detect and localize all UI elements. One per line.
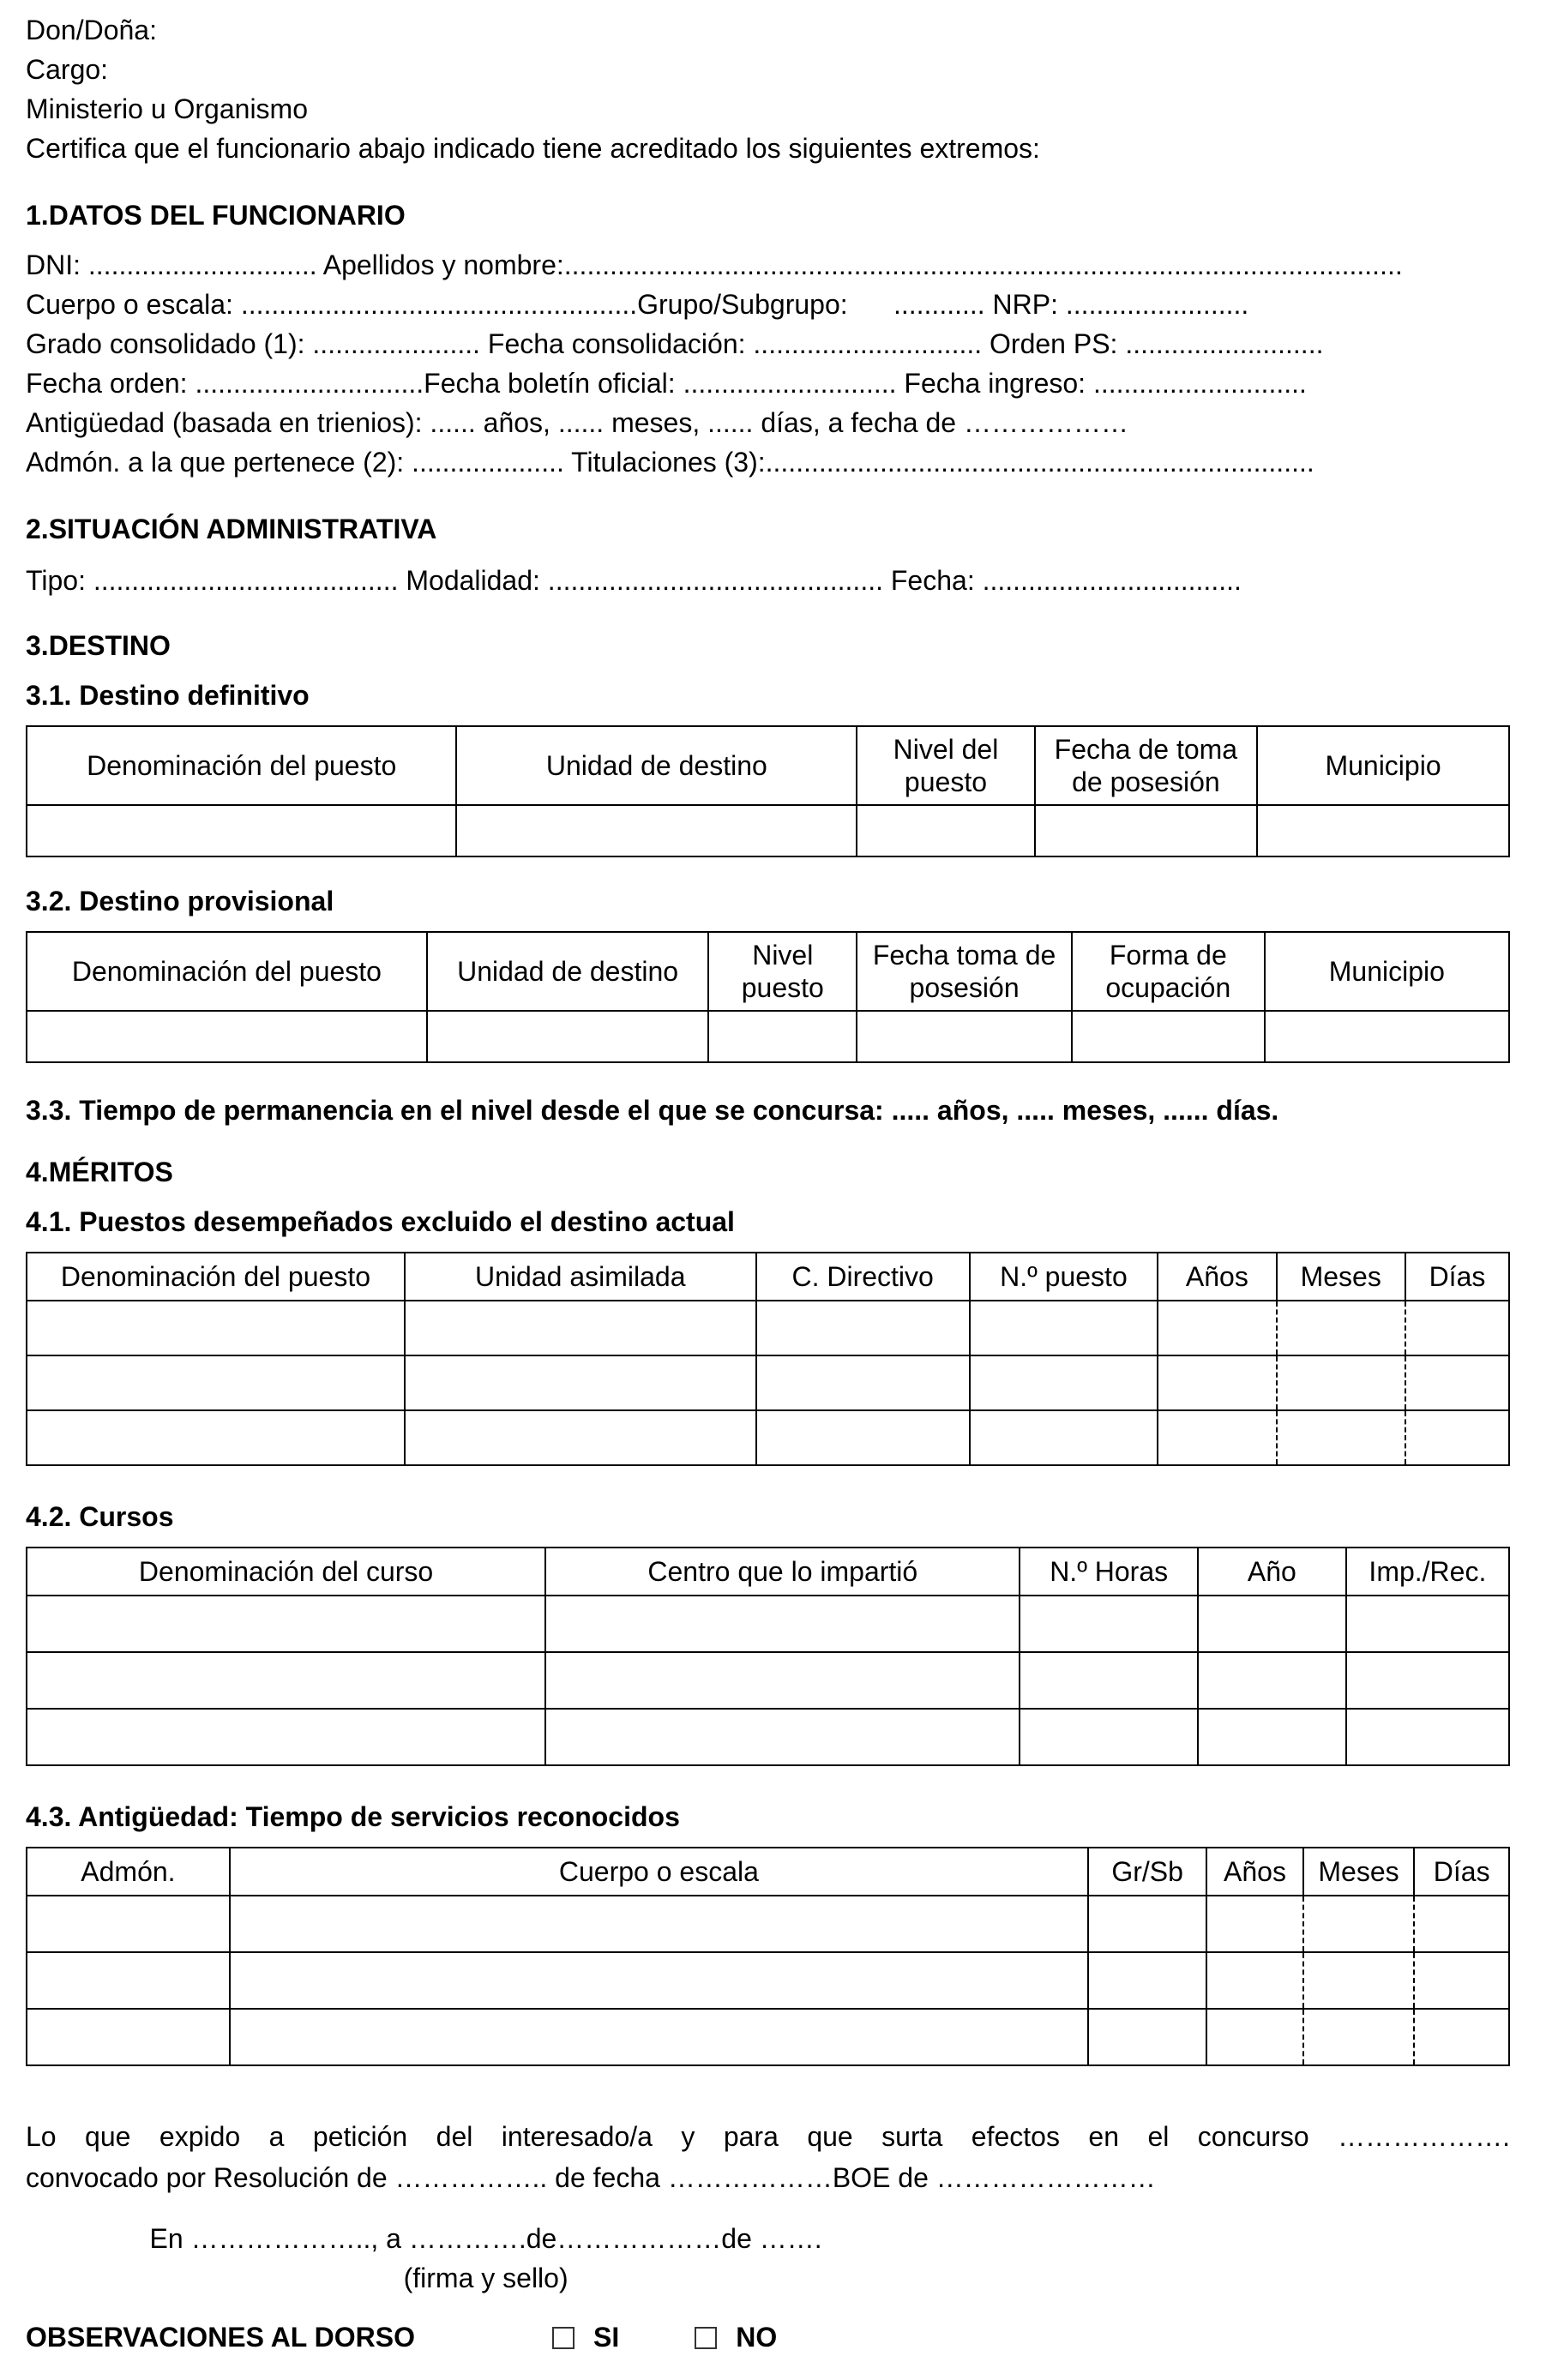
empty-cell[interactable]: [545, 1596, 1020, 1652]
empty-cell[interactable]: [456, 805, 857, 856]
column-header: Años: [1158, 1253, 1276, 1301]
table-row: [27, 1896, 1509, 1952]
table-row: [27, 1596, 1509, 1652]
empty-cell[interactable]: [1088, 1896, 1206, 1952]
column-header: Denominación del puesto: [27, 932, 427, 1011]
empty-cell[interactable]: [27, 1952, 230, 2009]
destino-definitivo-table: [26, 725, 1510, 857]
expido-line-1: Lo que expido a petición del interesado/a y para que surta efectos en el concurso ……………….: [26, 2121, 1510, 2152]
observaciones-row: [26, 2322, 1510, 2353]
signature-block: [26, 2219, 946, 2298]
column-header: Año: [1198, 1548, 1346, 1596]
empty-cell[interactable]: [708, 1011, 857, 1062]
empty-cell[interactable]: [1072, 1011, 1265, 1062]
empty-cell[interactable]: [1020, 1596, 1197, 1652]
column-header: Denominación del curso: [27, 1548, 545, 1596]
empty-cell[interactable]: [230, 1952, 1088, 2009]
header-row: [27, 1253, 1509, 1301]
empty-cell[interactable]: [1158, 1301, 1276, 1355]
empty-cell[interactable]: [27, 2009, 230, 2065]
column-header: Imp./Rec.: [1346, 1548, 1509, 1596]
ministerio-line: Ministerio u Organismo: [26, 93, 308, 124]
empty-cell[interactable]: [27, 1709, 545, 1765]
empty-cell[interactable]: [1257, 805, 1509, 856]
expido-paragraph: [26, 2116, 1510, 2198]
column-header: C. Directivo: [756, 1253, 970, 1301]
empty-cell[interactable]: [230, 2009, 1088, 2065]
expido-line-2: convocado por Resolución de …………….. de fecha ………………BOE de ……………………: [26, 2162, 1156, 2193]
empty-cell[interactable]: [545, 1709, 1020, 1765]
empty-cell[interactable]: [1277, 1301, 1405, 1355]
section-1-title: 1.DATOS DEL FUNCIONARIO: [26, 200, 406, 231]
empty-cell[interactable]: [1277, 1355, 1405, 1410]
table-row: [27, 1355, 1509, 1410]
empty-cell[interactable]: [1198, 1709, 1346, 1765]
section-4-title: 4.MÉRITOS: [26, 1157, 173, 1187]
certificate-form: [26, 10, 1510, 2353]
column-header: N.º Horas: [1020, 1548, 1197, 1596]
empty-cell[interactable]: [756, 1410, 970, 1465]
empty-cell[interactable]: [1346, 1709, 1509, 1765]
firma-sello-line: (firma y sello): [403, 2263, 568, 2293]
header-row: [27, 932, 1509, 1011]
column-header: Forma de ocupación: [1072, 932, 1265, 1011]
tipo-modalidad-fecha-line: Tipo: ........................................ Modalidad: ............................................ Fecha: ..................................: [26, 565, 1242, 596]
antiguedad-line: Antigüedad (basada en trienios): ...... años, ...... meses, ...... días, a fecha de ………………: [26, 407, 1128, 438]
empty-cell[interactable]: [1088, 1952, 1206, 2009]
empty-cell[interactable]: [1346, 1596, 1509, 1652]
empty-cell[interactable]: [1035, 805, 1257, 856]
empty-cell[interactable]: [1414, 1952, 1509, 2009]
table-row: [27, 1652, 1509, 1709]
empty-cell[interactable]: [857, 1011, 1072, 1062]
empty-cell[interactable]: [405, 1410, 756, 1465]
column-header: Días: [1405, 1253, 1509, 1301]
column-header: Meses: [1303, 1848, 1415, 1896]
empty-cell[interactable]: [1346, 1652, 1509, 1709]
empty-cell[interactable]: [1206, 1896, 1302, 1952]
si-label: SI: [593, 2322, 620, 2353]
cursos-table: [26, 1547, 1510, 1766]
empty-cell[interactable]: [1265, 1011, 1509, 1062]
empty-cell[interactable]: [1414, 1896, 1509, 1952]
empty-cell[interactable]: [1020, 1652, 1197, 1709]
table-row: [27, 2009, 1509, 2065]
empty-cell[interactable]: [857, 805, 1034, 856]
column-header: Denominación del puesto: [27, 1253, 405, 1301]
table-row: [27, 805, 1509, 856]
section-3-2-title: 3.2. Destino provisional: [26, 886, 334, 917]
header-row: [27, 1548, 1509, 1596]
puestos-desempenados-table: [26, 1252, 1510, 1466]
destino-provisional-table: [26, 931, 1510, 1063]
section-2-title: 2.SITUACIÓN ADMINISTRATIVA: [26, 514, 437, 544]
column-header: Centro que lo impartió: [545, 1548, 1020, 1596]
table-row: [27, 1301, 1509, 1355]
empty-cell[interactable]: [27, 1301, 405, 1355]
column-header: Meses: [1277, 1253, 1405, 1301]
fecha-orden-line: Fecha orden: ..............................Fecha boletín oficial: ............................ Fecha ingreso: ............................: [26, 368, 1307, 399]
dni-line: DNI: .............................. Apellidos y nombre:..............................................................................................................: [26, 249, 1403, 280]
empty-cell[interactable]: [756, 1301, 970, 1355]
empty-cell[interactable]: [427, 1011, 709, 1062]
section-3-title: 3.DESTINO: [26, 630, 171, 661]
grado-consolidado-line: Grado consolidado (1): ...................... Fecha consolidación: .............................. Orden PS: ..........................: [26, 328, 1324, 359]
column-header: Admón.: [27, 1848, 230, 1896]
column-header: Años: [1206, 1848, 1302, 1896]
empty-cell[interactable]: [1414, 2009, 1509, 2065]
empty-cell[interactable]: [1277, 1410, 1405, 1465]
empty-cell[interactable]: [1206, 2009, 1302, 2065]
empty-cell[interactable]: [970, 1301, 1158, 1355]
no-label: NO: [736, 2322, 778, 2353]
empty-cell[interactable]: [1405, 1355, 1509, 1410]
column-header: Fecha toma de posesión: [857, 932, 1072, 1011]
empty-cell[interactable]: [1198, 1652, 1346, 1709]
empty-cell[interactable]: [1405, 1410, 1509, 1465]
column-header: Fecha de toma de posesión: [1035, 726, 1257, 805]
column-header: Unidad asimilada: [405, 1253, 756, 1301]
empty-cell[interactable]: [1206, 1952, 1302, 2009]
table-row: [27, 1952, 1509, 2009]
empty-cell[interactable]: [27, 1896, 230, 1952]
section-4-2-title: 4.2. Cursos: [26, 1501, 174, 1532]
column-header: Unidad de destino: [427, 932, 709, 1011]
section-3-1-title: 3.1. Destino definitivo: [26, 680, 310, 711]
header-row: [27, 726, 1509, 805]
header-row: [27, 1848, 1509, 1896]
empty-cell[interactable]: [1303, 2009, 1415, 2065]
empty-cell[interactable]: [27, 1011, 427, 1062]
column-header: Denominación del puesto: [27, 726, 456, 805]
table-row: [27, 1410, 1509, 1465]
empty-cell[interactable]: [756, 1355, 970, 1410]
checkbox-si[interactable]: [552, 2327, 574, 2349]
column-header: Gr/Sb: [1088, 1848, 1206, 1896]
empty-cell[interactable]: [230, 1896, 1088, 1952]
column-header: Cuerpo o escala: [230, 1848, 1088, 1896]
certifica-line: Certifica que el funcionario abajo indicado tiene acreditado los siguientes extremos:: [26, 133, 1040, 164]
don-dona-line: Don/Doña:: [26, 15, 157, 45]
section-1-fields: [26, 245, 1510, 482]
column-header: Nivel puesto: [708, 932, 857, 1011]
lugar-fecha-line: En ……………….., a ………….de………………de …….: [149, 2223, 822, 2254]
empty-cell[interactable]: [27, 1652, 545, 1709]
empty-cell[interactable]: [545, 1652, 1020, 1709]
empty-cell[interactable]: [1198, 1596, 1346, 1652]
empty-cell[interactable]: [405, 1355, 756, 1410]
column-header: Nivel del puesto: [857, 726, 1034, 805]
empty-cell[interactable]: [27, 1410, 405, 1465]
cuerpo-escala-line: Cuerpo o escala: ....................................................Grupo/Subgrupo: ............ NRP: ........................: [26, 289, 1249, 320]
empty-cell[interactable]: [1303, 1952, 1415, 2009]
empty-cell[interactable]: [1020, 1709, 1197, 1765]
section-4-1-title: 4.1. Puestos desempeñados excluido el destino actual: [26, 1206, 735, 1237]
column-header: Municipio: [1265, 932, 1509, 1011]
column-header: Municipio: [1257, 726, 1509, 805]
empty-cell[interactable]: [970, 1355, 1158, 1410]
column-header: Unidad de destino: [456, 726, 857, 805]
table-row: [27, 1709, 1509, 1765]
empty-cell[interactable]: [1088, 2009, 1206, 2065]
observaciones-label: OBSERVACIONES AL DORSO: [26, 2322, 415, 2353]
checkbox-no[interactable]: [695, 2327, 717, 2349]
empty-cell[interactable]: [1405, 1301, 1509, 1355]
section-3-3-line: 3.3. Tiempo de permanencia en el nivel desde el que se concursa: ..... años, ..... meses, ...... días.: [26, 1095, 1279, 1126]
column-header: N.º puesto: [970, 1253, 1158, 1301]
empty-cell[interactable]: [1158, 1410, 1276, 1465]
column-header: Días: [1414, 1848, 1509, 1896]
table-row: [27, 1011, 1509, 1062]
empty-cell[interactable]: [405, 1301, 756, 1355]
empty-cell[interactable]: [27, 805, 456, 856]
empty-cell[interactable]: [1158, 1355, 1276, 1410]
admon-pertenece-line: Admón. a la que pertenece (2): .................... Titulaciones (3):........................................................................: [26, 447, 1314, 478]
empty-cell[interactable]: [970, 1410, 1158, 1465]
empty-cell[interactable]: [27, 1355, 405, 1410]
servicios-reconocidos-table: [26, 1847, 1510, 2066]
empty-cell[interactable]: [27, 1596, 545, 1652]
cargo-line: Cargo:: [26, 54, 109, 85]
section-4-3-title: 4.3. Antigüedad: Tiempo de servicios reconocidos: [26, 1801, 680, 1832]
empty-cell[interactable]: [1303, 1896, 1415, 1952]
